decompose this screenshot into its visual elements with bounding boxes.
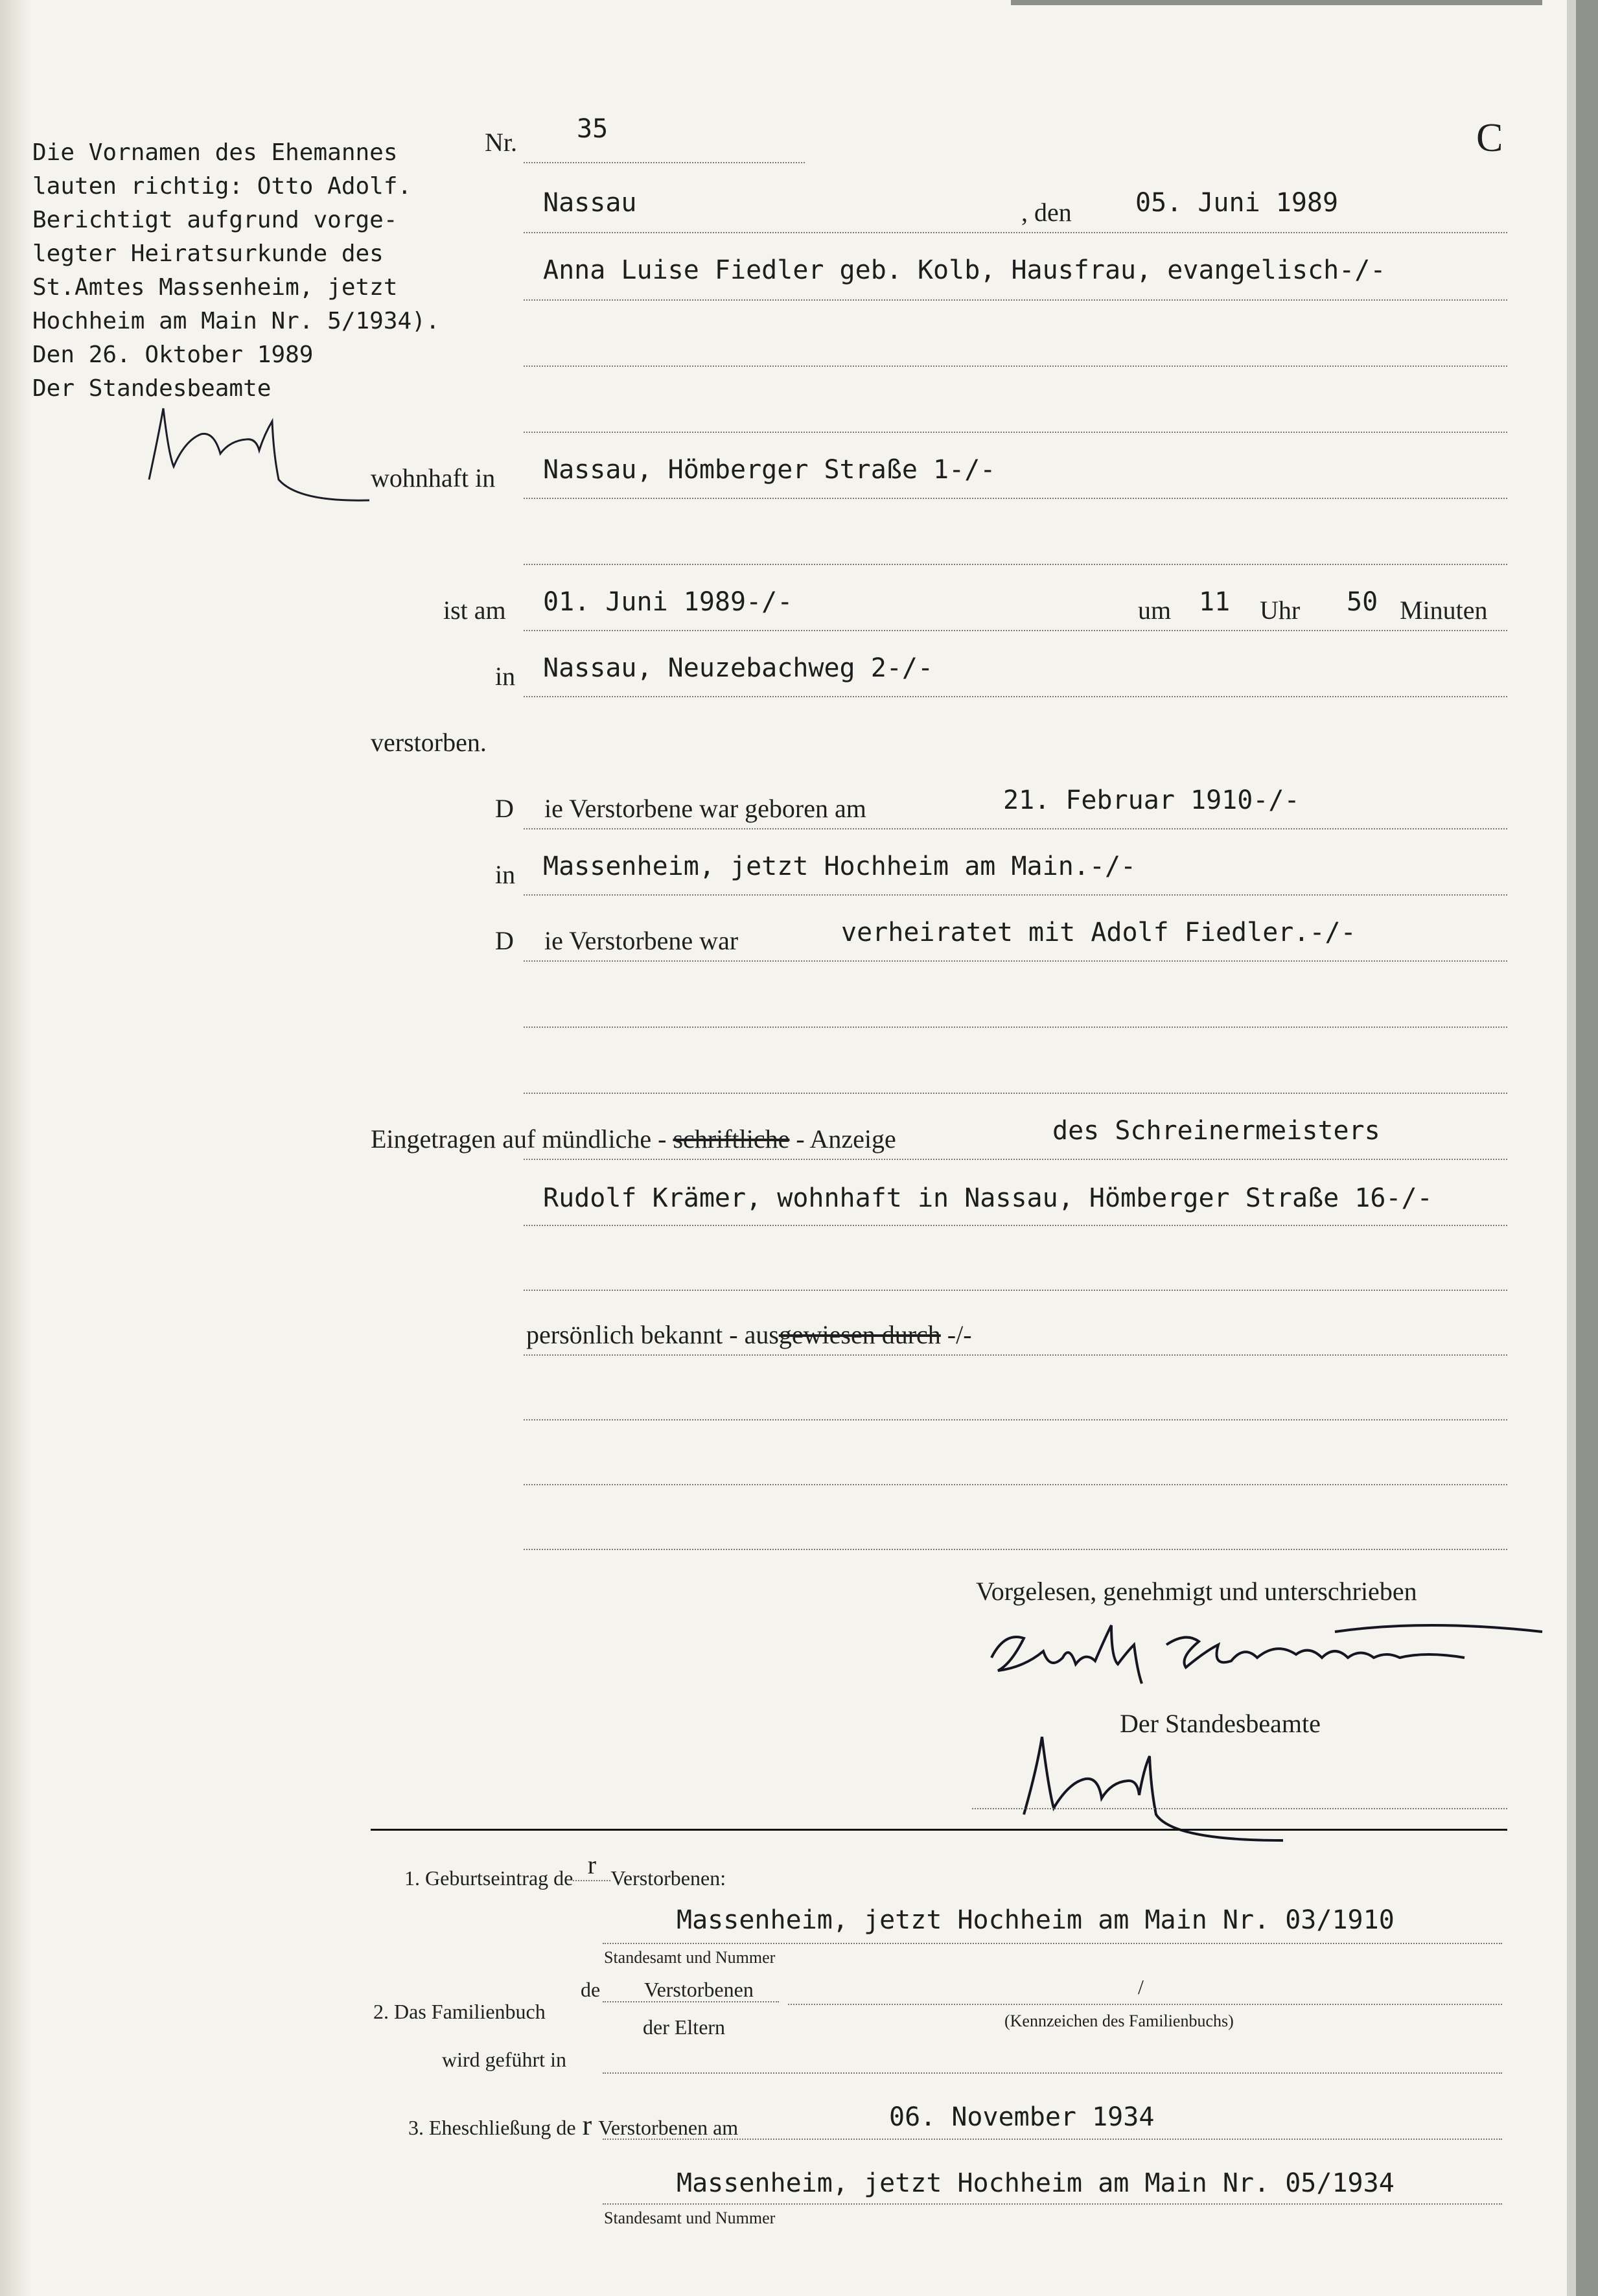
- bekannt-text: [526, 1319, 972, 1350]
- item1-label-b: Verstorbenen:: [610, 1866, 726, 1890]
- item2-verstorbenen: Verstorbenen: [644, 1978, 754, 2001]
- line-7: [524, 630, 1507, 631]
- item1-label-a: 1. Geburtseintrag de: [404, 1866, 573, 1890]
- line-1: [524, 232, 1507, 233]
- minuten-label: Minuten: [1400, 596, 1488, 625]
- line-10: [524, 894, 1507, 896]
- line-8: [524, 696, 1507, 697]
- death-in-label: in: [495, 662, 516, 691]
- item2-de: de: [581, 1978, 601, 2001]
- eingetragen-label-c: - Anzeige: [796, 1124, 896, 1154]
- date-value: 05. Juni 1989: [1135, 188, 1339, 218]
- item1-label: [404, 1850, 726, 1893]
- um-label: um: [1138, 596, 1172, 625]
- item3-label: [408, 2109, 738, 2142]
- item1-line: [603, 1943, 1502, 1944]
- death-minute: 50: [1347, 587, 1378, 617]
- line-3: [524, 365, 1507, 367]
- verstorben-label: verstorben.: [371, 728, 487, 757]
- vorgelesen-text: Vorgelesen, genehmigt und unterschrieben: [976, 1577, 1417, 1606]
- birth-date: 21. Februar 1910-/-: [1003, 785, 1300, 815]
- marriage-value: verheiratet mit Adolf Fiedler.-/-: [841, 918, 1356, 947]
- eingetragen-label: [371, 1124, 896, 1154]
- item2-de-line: [603, 2001, 779, 2002]
- corner-letter: C: [1476, 116, 1503, 160]
- ist-am-label: ist am: [443, 596, 506, 625]
- item3-label-a: 3. Eheschließung de: [408, 2116, 576, 2139]
- informant-signature: [972, 1606, 1555, 1703]
- top-edge: [1011, 0, 1542, 5]
- book-cover-edge: [1576, 0, 1598, 2296]
- margin-note-line: Berichtigt aufgrund vorge-: [32, 207, 398, 233]
- item2-slash: /: [1138, 1975, 1144, 1999]
- bekannt-a: persönlich bekannt - aus: [526, 1320, 779, 1349]
- marriage-label: ie Verstorbene war: [544, 926, 739, 955]
- uhr-label: Uhr: [1260, 596, 1301, 625]
- margin-signature: [123, 395, 395, 512]
- item3-r: r: [582, 2109, 592, 2141]
- registrar-signature: [1011, 1717, 1296, 1847]
- line-12: [524, 1026, 1507, 1028]
- birth-label: ie Verstorbene war geboren am: [544, 794, 866, 823]
- bekannt-c: -/-: [947, 1320, 972, 1349]
- margin-note-line: Den 26. Oktober 1989: [32, 342, 314, 368]
- line-19: [524, 1484, 1507, 1485]
- line-15: [524, 1225, 1507, 1226]
- item3-date-line: [603, 2139, 1502, 2140]
- margin-note-line: Der Standesbeamte: [32, 375, 272, 402]
- registration-value-2: Rudolf Krämer, wohnhaft in Nassau, Hömberger Straße 16-/-: [543, 1183, 1433, 1213]
- wohnhaft-label: wohnhaft in: [371, 463, 496, 493]
- line-11: [524, 960, 1507, 962]
- item3-value: Massenheim, jetzt Hochheim am Main Nr. 05/1934: [677, 2168, 1395, 2198]
- item1-value: Massenheim, jetzt Hochheim am Main Nr. 03/1910: [677, 1905, 1395, 1935]
- nr-label: Nr.: [485, 128, 517, 157]
- margin-note-line: legter Heiratsurkunde des: [32, 240, 384, 267]
- line-5: [524, 498, 1507, 499]
- death-hour: 11: [1199, 587, 1231, 617]
- birth-in-label: in: [495, 860, 516, 889]
- line-14: [524, 1159, 1507, 1160]
- birth-place: Massenheim, jetzt Hochheim am Main.-/-: [543, 852, 1137, 881]
- wohnhaft-value: Nassau, Hömberger Straße 1-/-: [543, 455, 996, 485]
- item2-line: [788, 2004, 1502, 2005]
- line-17: [524, 1354, 1507, 1356]
- item2-eltern: der Eltern: [643, 2015, 726, 2039]
- marriage-d-letter: D: [495, 926, 514, 955]
- item2-wird-line: [603, 2072, 1502, 2074]
- item2-wird: wird geführt in: [442, 2048, 566, 2071]
- death-date: 01. Juni 1989-/-: [543, 587, 793, 617]
- kennzeichen-label: (Kennzeichen des Familienbuchs): [1004, 2012, 1234, 2030]
- item3-line: [603, 2203, 1502, 2205]
- line-18: [524, 1419, 1507, 1421]
- registration-value-1: des Schreinermeisters: [1052, 1116, 1380, 1146]
- margin-note-line: St.Amtes Massenheim, jetzt: [32, 274, 398, 301]
- line-13: [524, 1093, 1507, 1094]
- bekannt-struck: gewiesen durch: [778, 1320, 941, 1349]
- death-place: Nassau, Neuzebachweg 2-/-: [543, 653, 934, 683]
- margin-note-line: lauten richtig: Otto Adolf.: [32, 173, 412, 200]
- line-6: [524, 564, 1507, 565]
- item3-label-b: Verstorbenen am: [598, 2116, 739, 2139]
- margin-note: [32, 136, 440, 406]
- standesamt-label: Standesamt und Nummer: [604, 1948, 776, 1967]
- place-value: Nassau: [543, 188, 637, 218]
- margin-note-line: Die Vornamen des Ehemannes: [32, 139, 398, 166]
- line-2: [524, 299, 1507, 301]
- line-20: [524, 1549, 1507, 1550]
- standesamt-label-2: Standesamt und Nummer: [604, 2209, 776, 2227]
- margin-note-line: Hochheim am Main Nr. 5/1934).: [32, 308, 440, 334]
- eingetragen-label-struck: schriftliche: [673, 1124, 790, 1154]
- nr-value: 35: [577, 114, 608, 144]
- eingetragen-label-a: Eingetragen auf mündliche -: [371, 1124, 667, 1154]
- line-16: [524, 1290, 1507, 1291]
- footer-divider: [371, 1829, 1507, 1831]
- nr-line: [524, 162, 805, 163]
- den-label: , den: [1021, 198, 1072, 227]
- item1-r: r: [573, 1850, 610, 1881]
- standesbeamte-label: Der Standesbeamte: [1120, 1709, 1321, 1738]
- line-4: [524, 432, 1507, 433]
- signature-line: [972, 1808, 1507, 1809]
- birth-d-letter: D: [495, 794, 514, 823]
- line-9: [524, 828, 1507, 829]
- page-edge: [1567, 0, 1576, 2296]
- page-binding-shadow: [0, 0, 32, 2296]
- item3-date: 06. November 1934: [889, 2102, 1155, 2132]
- item2-label: 2. Das Familienbuch: [373, 2000, 546, 2023]
- person-line: Anna Luise Fiedler geb. Kolb, Hausfrau, evangelisch-/-: [543, 255, 1386, 285]
